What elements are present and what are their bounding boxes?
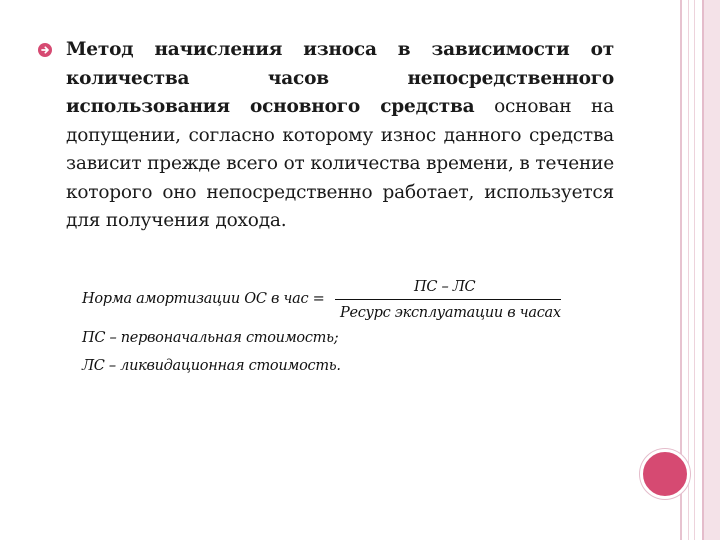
formula-lhs: Норма амортизации ОС в час = xyxy=(82,291,325,307)
paragraph-bold-text: Метод начисления износа в зависимости от количества часов непосредственного использования основного средства xyxy=(66,39,614,117)
frame-band xyxy=(704,0,720,540)
circle-arrow-right-icon xyxy=(38,43,52,57)
formula-numerator: ПС – ЛС xyxy=(414,279,476,295)
decorative-circle xyxy=(640,449,690,499)
frame-line xyxy=(688,0,689,540)
formula-denominator: Ресурс эксплуатации в часах xyxy=(340,305,561,321)
body-paragraph xyxy=(66,36,614,236)
formula-definition-ps: ПС – первоначальная стоимость; xyxy=(82,330,339,346)
frame-line xyxy=(694,0,695,540)
fraction-bar xyxy=(335,299,561,300)
paragraph-regular-text: основан на допущении, согласно которому износ данного средства зависит прежде всего от количества времени, в течение которого оно непосредственно работает, используется для получения дохода. xyxy=(66,96,614,231)
formula-definition-ls: ЛС – ликвидационная стоимость. xyxy=(82,358,341,374)
